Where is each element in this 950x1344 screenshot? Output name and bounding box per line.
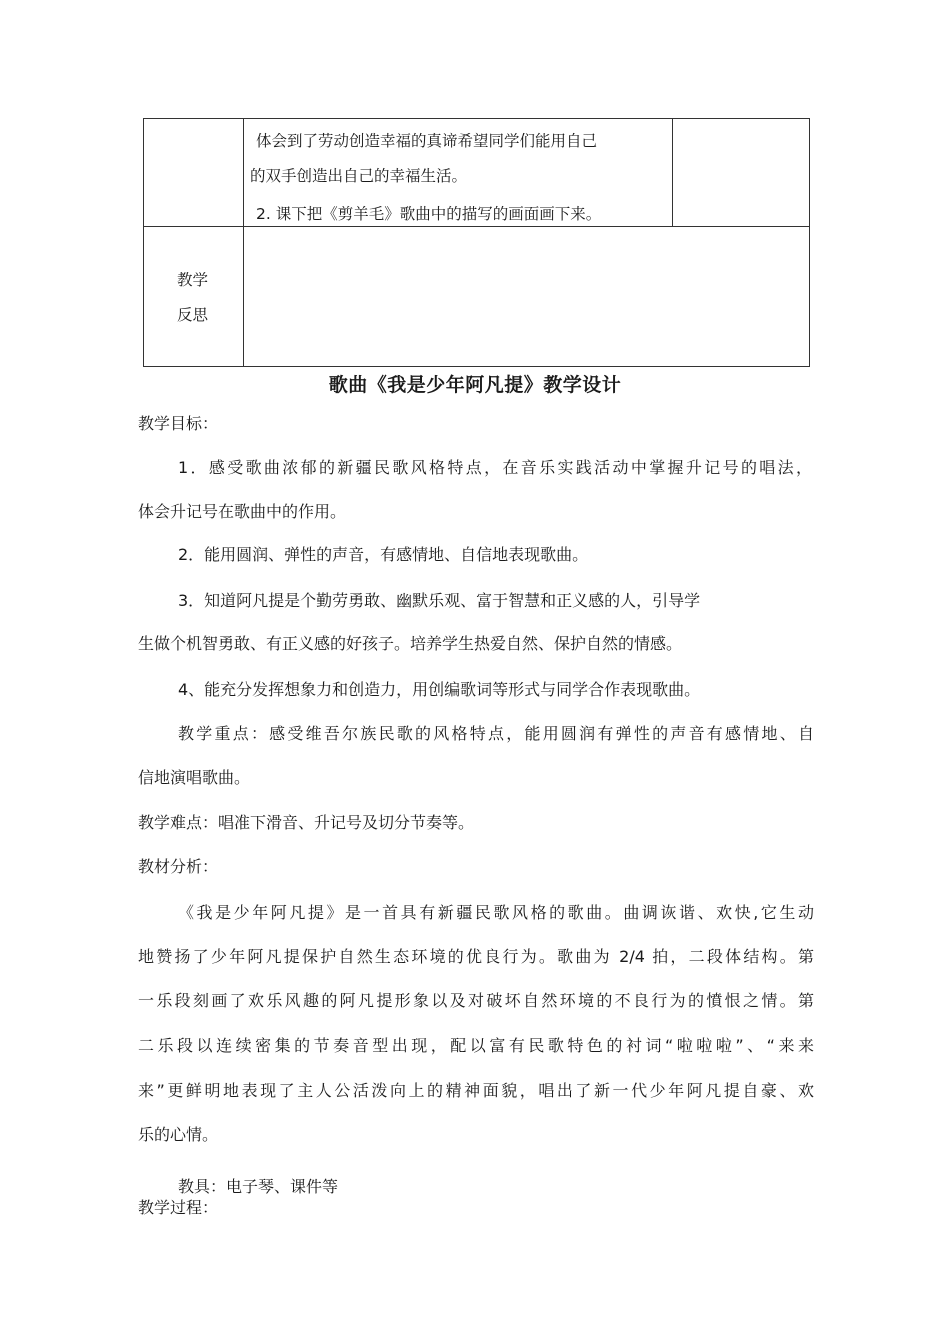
page-title: 歌曲《我是少年阿凡提》教学设计 (328, 374, 622, 396)
analysis-line3: 一乐段刻画了欢乐风趣的阿凡提形象以及对破坏自然环境的不良行为的憤恨之情。第 (138, 991, 814, 1010)
table-divider-right (672, 119, 673, 226)
teaching-aids: 教具：电子琴、课件等 (178, 1177, 339, 1196)
key-points-line1: 教学重点：感受维吾尔族民歌的风格特点，能用圆润有弹性的声音有感情地、自 (178, 724, 814, 743)
objective-3-line2: 生做个机智勇敢、有正义感的好孩子。培养学生热爱自然、保护自然的情感。 (138, 634, 683, 653)
reflection-table (143, 118, 810, 367)
difficulties: 教学难点：唱准下滑音、升记号及切分节奏等。 (138, 813, 475, 832)
section-heading-process: 教学过程： (138, 1198, 219, 1217)
analysis-line4: 二乐段以连续密集的节奏音型出现，配以富有民歌特色的衬词“啦啦啦”、“来来 (138, 1036, 814, 1055)
table-row-divider (144, 226, 809, 227)
analysis-line6: 乐的心情。 (138, 1125, 219, 1144)
analysis-line1: 《我是少年阿凡提》是一首具有新疆民歌风格的歌曲。曲调诙谐、欢快,它生动 (178, 903, 814, 922)
objective-2: 2．能用圆润、弹性的声音，有感情地、自信地表现歌曲。 (178, 545, 589, 564)
table-row1-line1: 体会到了劳动创造幸福的真谛希望同学们能用自己 (256, 132, 598, 150)
table-row2-label-line1: 教学 (177, 271, 209, 289)
key-points-line2: 信地演唱歌曲。 (138, 768, 251, 787)
table-divider-left (243, 119, 244, 366)
objective-3-line1: 3．知道阿凡提是个勤劳勇敢、幽默乐观、富于智慧和正义感的人，引导学 (178, 591, 701, 610)
section-heading-objectives: 教学目标： (138, 414, 219, 433)
objective-4: 4、能充分发挥想象力和创造力，用创编歌词等形式与同学合作表现歌曲。 (178, 680, 701, 699)
objective-1-line2: 体会升记号在歌曲中的作用。 (138, 502, 347, 521)
analysis-line2: 地赞扬了少年阿凡提保护自然生态环境的优良行为。歌曲为 2/4 拍，二段体结构。第 (138, 947, 814, 966)
table-row1-line2: 的双手创造出自己的幸福生活。 (250, 167, 468, 185)
table-row1-line3: 2. 课下把《剪羊毛》歌曲中的描写的画面画下来。 (256, 205, 602, 223)
analysis-line5: 来”更鲜明地表现了主人公活泼向上的精神面貌，唱出了新一代少年阿凡提自豪、欢 (138, 1081, 814, 1100)
table-row2-label-line2: 反思 (177, 306, 209, 324)
section-heading-analysis: 教材分析： (138, 857, 219, 876)
objective-1-line1: 1．感受歌曲浓郁的新疆民歌风格特点，在音乐实践活动中掌握升记号的唱法， (178, 458, 812, 477)
